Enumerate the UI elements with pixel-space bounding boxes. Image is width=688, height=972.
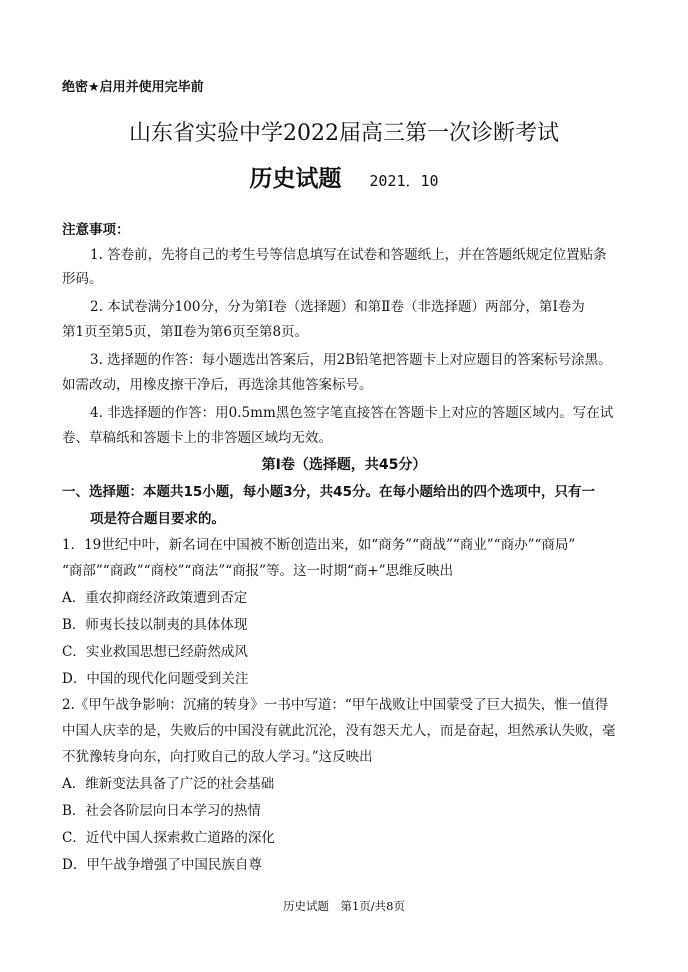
answer-option: D．中国的现代化问题受到关注 xyxy=(62,671,249,687)
section-title: 第Ⅰ卷（选择题，共45分） xyxy=(261,457,427,473)
answer-option: B．师夷长技以制夷的具体体现 xyxy=(62,617,248,633)
page-footer: 历史试题 第1页/共8页 xyxy=(282,899,405,913)
notes-line: 3. 选择题的作答：每小题选出答案后，用2B铅笔把答题卡上对应题目的答案标号涂黑。 xyxy=(90,352,612,368)
section-instruction: 项是符合题目要求的。 xyxy=(90,511,225,527)
confidentiality-label: 绝密★启用并使用完毕前 xyxy=(62,80,204,95)
notes-line: 2. 本试卷满分100分，分为第Ⅰ卷（选择题）和第Ⅱ卷（非选择题）两部分，第Ⅰ卷为 xyxy=(90,299,585,315)
subtitle-row xyxy=(0,160,688,193)
question-stem: 不犹豫转身向东，向打败自己的敌人学习。”这反映出 xyxy=(62,749,373,765)
answer-option: C．近代中国人探索救亡道路的深化 xyxy=(62,830,275,846)
question-stem: 中国人庆幸的是，失败后的中国没有就此沉沦，没有怨天尤人，而是奋起，坦然承认失败，毫 xyxy=(62,723,616,739)
answer-option: A．重农抑商经济政策遭到否定 xyxy=(62,590,248,606)
notes-line: 1. 答卷前，先将自己的考生号等信息填写在试卷和答题纸上，并在答题纸规定位置贴条 xyxy=(90,247,607,263)
answer-option: A．维新变法具备了广泛的社会基础 xyxy=(62,776,275,792)
answer-option: C．实业救国思想已经蔚然成风 xyxy=(62,644,248,660)
section-instruction: 一、选择题：本题共15小题，每小题3分，共45分。在每小题给出的四个选项中，只有一 xyxy=(62,484,595,500)
exam-title: 山东省实验中学2022届高三第一次诊断考试 xyxy=(129,121,559,146)
notes-line: 4. 非选择题的作答：用0.5mm黑色签字笔直接答在答题卡上对应的答题区域内。写在试 xyxy=(90,405,614,421)
notes-line: 如需改动，用橡皮擦干净后，再选涂其他答案标号。 xyxy=(62,377,373,393)
answer-option: D．甲午战争增强了中国民族自尊 xyxy=(62,857,262,873)
question-stem: 2.《甲午战争影响：沉痛的转身》一书中写道：“甲午战败让中国蒙受了巨大损失，惟一值得 xyxy=(62,697,609,713)
notes-line: 第1页至第5页，第Ⅱ卷为第6页至第8页。 xyxy=(62,324,309,340)
notes-heading: 注意事项： xyxy=(62,222,130,238)
question-stem: 1．19世纪中叶，新名词在中国被不断创造出来，如“商务”“商战”“商业”“商办”“商局” xyxy=(62,537,576,553)
question-stem: “商部”“商政”“商校”“商法”“商报”等。这一时期“商+”思维反映出 xyxy=(62,563,454,579)
notes-line: 卷、草稿纸和答题卡上的非答题区域均无效。 xyxy=(62,430,332,446)
exam-date: 2021．10 xyxy=(369,172,439,190)
notes-line: 形码。 xyxy=(62,271,103,287)
subject-title: 历史试题 xyxy=(249,166,342,192)
answer-option: B．社会各阶层向日本学习的热情 xyxy=(62,803,261,819)
